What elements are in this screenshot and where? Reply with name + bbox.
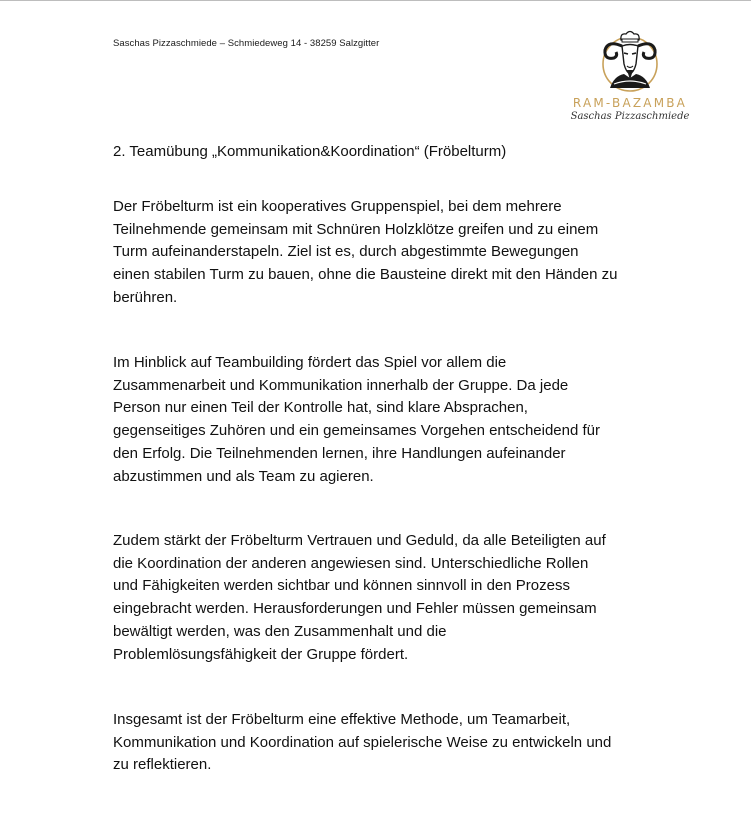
company-logo xyxy=(560,28,700,128)
document-title: 2. Teamübung „Kommunikation&Koordination“ (Fröbelturm) xyxy=(113,143,507,160)
page-top-border xyxy=(0,0,751,1)
paragraph-conclusion: Insgesamt ist der Fröbelturm eine effektive Methode, um Teamarbeit, Kommunikation und Koordination auf spielerische Weise zu entwickeln und zu reflektieren. xyxy=(113,711,612,774)
paragraph-trust: Zudem stärkt der Fröbelturm Vertrauen und Geduld, da alle Beteiligten auf die Koordination der anderen angewiesen sind. Unterschiedliche Rollen und Fähigkeiten werden sichtbar und können sinnvoll in den Prozess eingebracht werden. Herausforderungen und Fehler müssen gemeinsam bewältigt werden, was den Zusammenhalt und die Problemlösungsfähigkeit der Gruppe fördert. xyxy=(113,532,606,663)
logo-wordmark: RAM-BAZAMBA xyxy=(572,96,688,110)
logo-tagline: Saschas Pizzaschmiede xyxy=(570,111,690,122)
ram-chef-icon xyxy=(560,28,700,98)
header-address: Saschas Pizzaschmiede – Schmiedeweg 14 - 38259 Salzgitter xyxy=(113,38,380,49)
paragraph-teambuilding: Im Hinblick auf Teambuilding fördert das Spiel vor allem die Zusammenarbeit und Kommunikation innerhalb der Gruppe. Da jede Person nur einen Teil der Kontrolle hat, sind klare Absprachen, gegenseitiges Zuhören und ein gemeinsames Vorgehen entscheidend für den Erfolg. Die Teilnehmenden lernen, ihre Handlungen aufeinander abzustimmen und als Team zu agieren. xyxy=(113,354,601,485)
paragraph-intro: Der Fröbelturm ist ein kooperatives Gruppenspiel, bei dem mehrere Teilnehmende gemeinsam mit Schnüren Holzklötze greifen und zu einem Turm aufeinanderstapeln. Ziel ist es, durch abgestimmte Bewegungen einen stabilen Turm zu bauen, ohne die Bausteine direkt mit den Händen zu berühren. xyxy=(113,198,618,306)
